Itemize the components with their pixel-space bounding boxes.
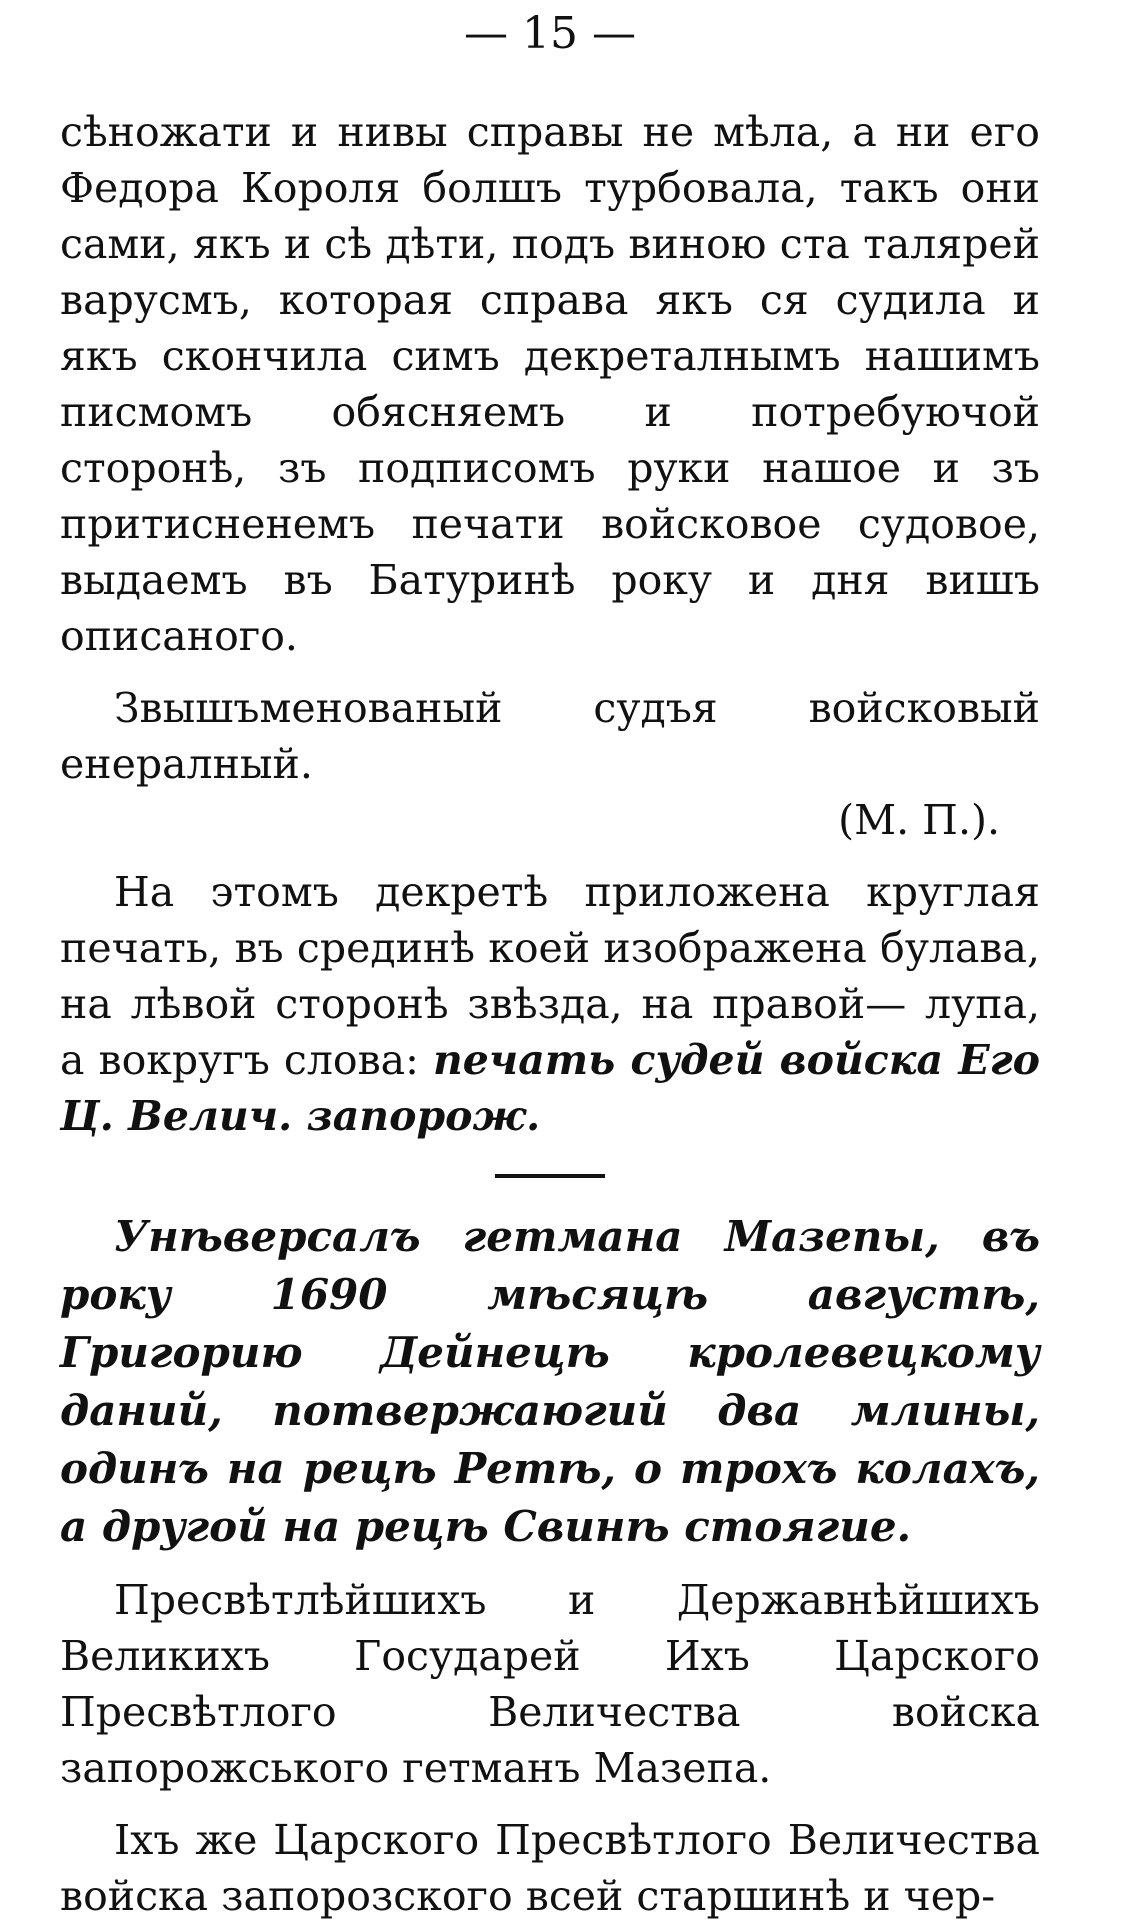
page-number: — 15 — xyxy=(464,8,636,59)
spacer xyxy=(60,1556,1040,1572)
seal-description-text: На этомъ декретѣ приложена круглая печать, въ срединѣ коей изображена булава, на лѣвой сторонѣ звѣзда, на правой— лупа, а вокругъ слова: xyxy=(60,868,1040,1084)
seal-mark: (М. П.). xyxy=(838,796,1000,844)
seal-inscription: печать судей войска Его Ц. Велич. запорож. xyxy=(60,1036,1040,1140)
paragraph-seal-description xyxy=(60,864,1040,1144)
spacer xyxy=(60,1796,1040,1812)
paragraph-address: Іхъ же Царского Пресвѣтлого Величества войска запорозского всей старшинѣ и чер- xyxy=(60,1816,1040,1920)
spacer xyxy=(60,848,1040,864)
paragraph-judge: Звышъменованый судъя войсковый енералный. xyxy=(60,684,1040,788)
spacer xyxy=(60,664,1040,680)
seal-mark-row xyxy=(60,792,1040,848)
paragraph-hetman-title: Пресвѣтлѣйшихъ и Державнѣйшихъ Великихъ Государей Ихъ Царского Пресвѣтлого Величества войска запорожського гетманъ Мазепа. xyxy=(60,1576,1040,1792)
section-divider xyxy=(495,1174,605,1178)
section-title: Унѣверсалъ гетмана Мазепы, въ року 1690 мѣсяцѣ августѣ, Григорию Дейнецѣ кролевецкому даний, потвержаюгий два млины, одинъ на рецѣ Ретѣ, о трохъ колахъ, а другой на рецѣ Свинѣ стоягие. xyxy=(60,1212,1040,1551)
paragraph-decree-text: сѣножати и нивы справы не мѣла, а ни его Федора Короля болшъ турбовала, такъ они сами, якъ и сѣ дѣти, подъ виною ста талярей варусмъ, которая справа якъ ся судила и якъ скончила симъ декреталнымъ нашимъ писмомъ обясняемъ и потребуючой сторонѣ, зъ подписомъ руки нашое и зъ притисненемъ печати войсковое судовое, выдаемъ въ Батуринѣ року и дня вишъ описаного. xyxy=(60,108,1040,660)
